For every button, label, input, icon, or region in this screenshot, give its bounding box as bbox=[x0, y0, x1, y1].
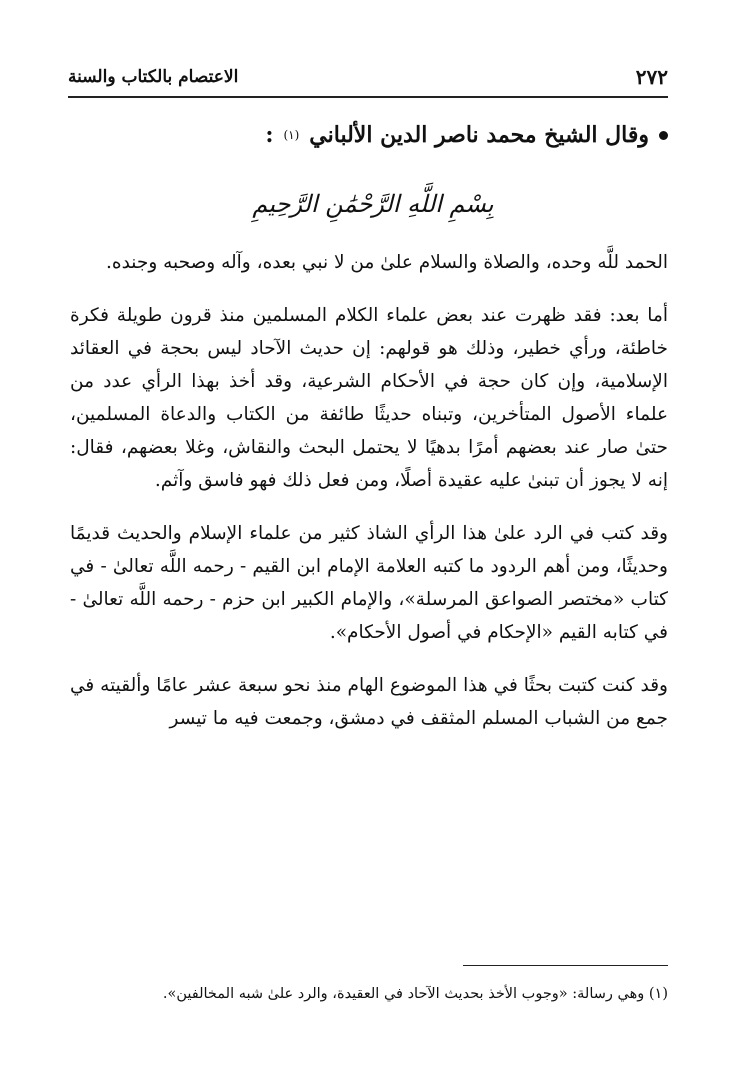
header-rule bbox=[68, 96, 668, 98]
page-number: ٢٧٢ bbox=[635, 65, 668, 89]
paragraph: الحمد للَّه وحده، والصلاة والسلام علىٰ من لا نبي بعده، وآله وصحبه وجنده. bbox=[106, 252, 668, 273]
paragraph: أما بعد: فقد ظهرت عند بعض علماء الكلام المسلمين منذ قرون طويلة فكرة خاطئة، ورأي خطير، وذلك هو قولهم: إن حديث الآحاد ليس بحجة في العقائد الإسلامية، وإن كان حجة في الأحكام الشرعية، وقد أخذ بهذا الرأي عدد من علماء الأصول المتأخرين، وتبناه حديثًا طائفة من الكتاب والدعاة المسلمين، حتىٰ صار عند بعضهم أمرًا بدهيًا لا يحتمل البحث والنقاش، وغلا بعضهم، فقال: إنه لا يجوز أن تبنىٰ عليه عقيدة أصلًا، ومن فعل ذلك فهو فاسق وآثم. bbox=[70, 305, 668, 491]
section-heading-text: وقال الشيخ محمد ناصر الدين الألباني bbox=[309, 122, 649, 148]
footnote-rule bbox=[463, 965, 668, 966]
bullet-icon bbox=[659, 131, 668, 140]
footnote: (١) وهي رسالة: «وجوب الأخذ بحديث الآحاد في العقيدة، والرد علىٰ شبه المخالفين». bbox=[162, 986, 668, 1002]
footnote-marker: (١) bbox=[283, 128, 300, 142]
running-title: الاعتصام بالكتاب والسنة bbox=[68, 67, 239, 87]
running-header bbox=[68, 64, 668, 90]
basmala: بِسْمِ اللَّهِ الرَّحْمَٰنِ الرَّحِيمِ bbox=[252, 190, 494, 218]
section-heading-colon: : bbox=[265, 122, 274, 148]
body-text bbox=[70, 246, 668, 735]
section-heading bbox=[250, 122, 668, 148]
paragraph: وقد كنت كتبت بحثًا في هذا الموضوع الهام منذ نحو سبعة عشر عامًا وألقيته في جمع من الشباب المسلم المثقف في دمشق، وجمعت فيه ما تيسر bbox=[70, 675, 668, 729]
paragraph: وقد كتب في الرد علىٰ هذا الرأي الشاذ كثير من علماء الإسلام والحديث قديمًا وحديثًا، ومن أهم الردود ما كتبه العلامة الإمام ابن القيم - رحمه اللَّه تعالىٰ - في كتاب «مختصر الصواعق المرسلة»، والإمام الكبير ابن حزم - رحمه اللَّه تعالىٰ - في كتابه القيم «الإحكام في أصول الأحكام». bbox=[70, 523, 668, 643]
